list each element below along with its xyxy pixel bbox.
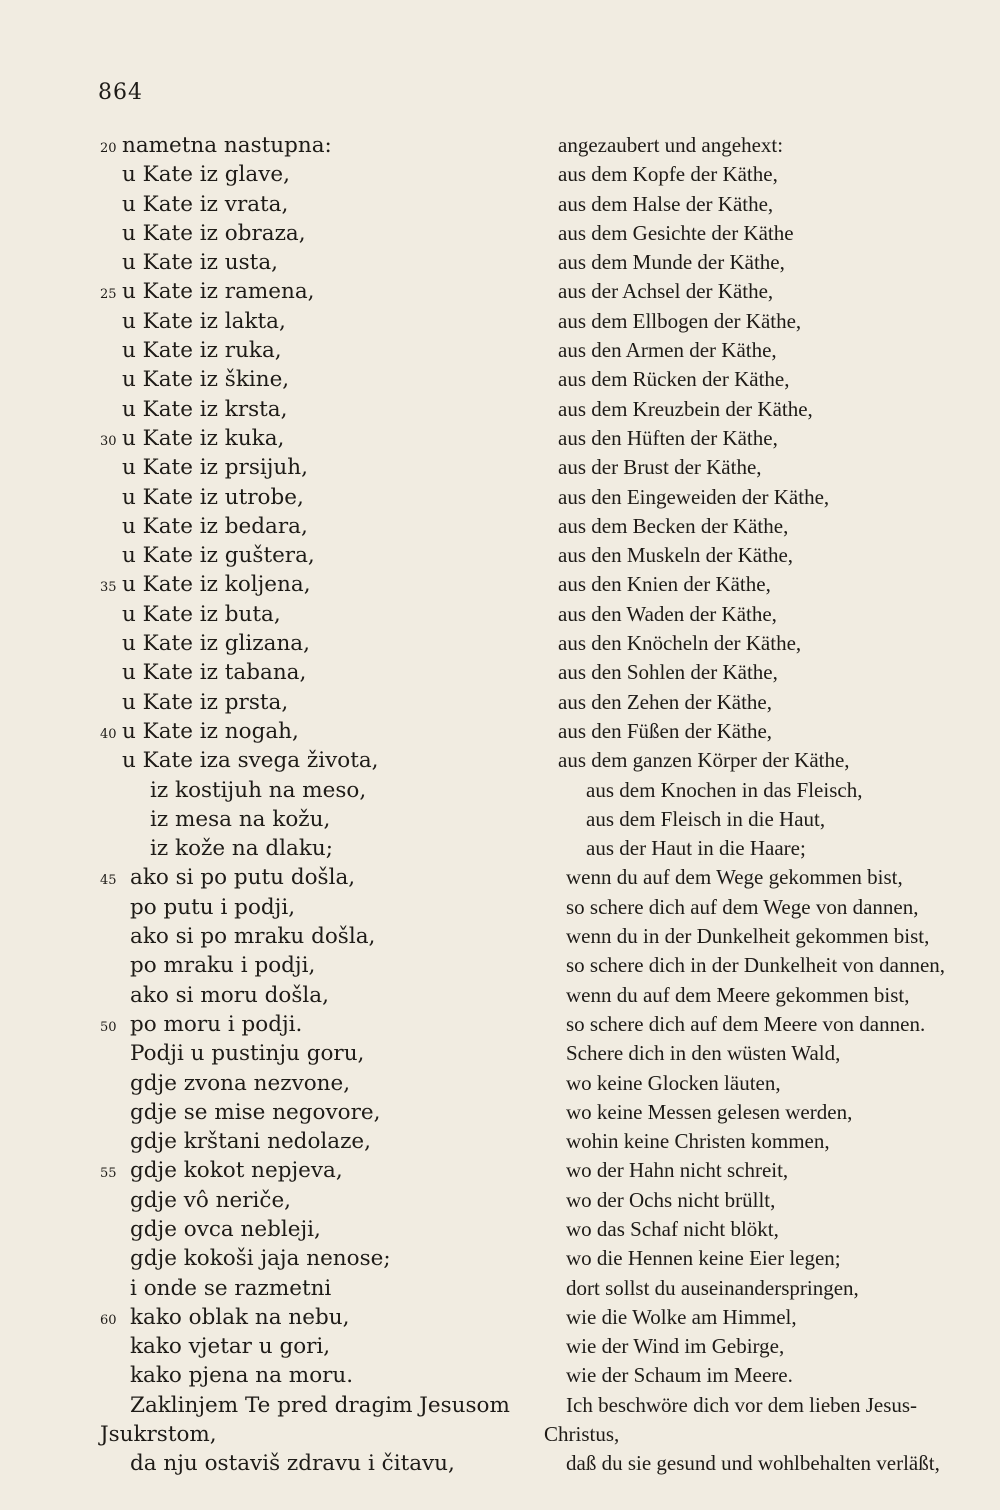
verse-line-right [540,512,980,541]
verse-line-left [100,131,540,160]
translation-text: aus den Eingeweiden der Käthe, [558,484,830,509]
verse-line-right [540,951,980,980]
verse-line-left [100,570,540,599]
verse-line-left [100,688,540,717]
translation-text: wenn du in der Dunkelheit gekommen bist, [566,924,930,949]
verse-line-right [540,160,980,189]
verse-text: po putu i podji, [130,894,296,920]
translation-text: aus dem ganzen Körper der Käthe, [558,748,850,773]
translation-text: aus dem Kreuzbein der Käthe, [558,396,813,421]
translation-text: so schere dich auf dem Wege von dannen, [566,894,919,919]
translation-text: aus der Achsel der Käthe, [558,279,774,304]
line-number: 55 [100,1166,117,1182]
left-column-croatian-text [100,131,540,1479]
translation-text: wo keine Glocken läuten, [566,1070,781,1095]
verse-line-left [100,600,540,629]
verse-text: u Kate iz buta, [122,601,281,627]
verse-line-left [100,1127,540,1156]
verse-text: ako si po putu došla, [130,865,356,891]
verse-line-right [540,658,980,687]
translation-text: wie der Wind im Gebirge, [566,1334,785,1359]
verse-line-right [540,1274,980,1303]
verse-line-right [540,190,980,219]
verse-line-right [540,1010,980,1039]
verse-line-right [540,336,980,365]
verse-text: ako si po mraku došla, [130,924,376,950]
verse-line-left [100,541,540,570]
verse-line-left [100,1332,540,1361]
verse-text: i onde se razmetni [130,1275,332,1301]
verse-line-right [540,922,980,951]
translation-text: wie die Wolke am Himmel, [566,1304,797,1329]
translation-text: aus den Hüften der Käthe, [558,425,778,450]
verse-line-left [100,483,540,512]
verse-line-right [540,1215,980,1244]
translation-text: aus dem Gesichte der Käthe [558,220,794,245]
verse-line-right [540,424,980,453]
translation-text: aus dem Knochen in das Fleisch, [586,777,863,802]
translation-text: wenn du auf dem Meere gekommen bist, [566,982,910,1007]
verse-line-right [540,776,980,805]
translation-text: aus den Waden der Käthe, [558,601,777,626]
verse-line-right [540,805,980,834]
verse-line-right [540,1391,980,1420]
verse-text: da nju ostaviš zdravu i čitavu, [130,1451,455,1477]
verse-text: po moru i podji. [130,1011,303,1037]
verse-text: gdje ovca nebleji, [130,1216,321,1242]
translation-text: aus den Armen der Käthe, [558,338,777,363]
verse-line-left [100,1391,540,1420]
verse-line-right [540,248,980,277]
verse-text: kako vjetar u gori, [130,1334,331,1360]
verse-text: kako oblak na nebu, [130,1304,350,1330]
verse-line-left [100,1303,540,1332]
verse-line-left [100,1156,540,1185]
verse-text: kako pjena na moru. [130,1363,354,1389]
verse-line-right [540,307,980,336]
translation-text: Schere dich in den wüsten Wald, [566,1041,841,1066]
verse-text: Zaklinjem Te pred dragim Jesusom [130,1392,510,1418]
line-number: 35 [100,580,117,596]
line-number: 25 [100,287,117,303]
verse-line-left [100,951,540,980]
verse-line-left [100,277,540,306]
verse-text: u Kate iz prsta, [122,689,289,715]
translation-text: aus dem Rücken der Käthe, [558,367,790,392]
translation-text: so schere dich auf dem Meere von dannen. [566,1011,926,1036]
verse-text: iz kože na dlaku; [150,836,333,862]
translation-text: wo das Schaf nicht blökt, [566,1216,779,1241]
verse-line-right [540,1156,980,1185]
verse-line-right [540,1098,980,1127]
verse-line-right [540,1449,980,1478]
translation-text: aus dem Becken der Käthe, [558,513,789,538]
verse-line-left [100,717,540,746]
translation-text: wo die Hennen keine Eier legen; [566,1246,841,1271]
translation-text: aus den Sohlen der Käthe, [558,660,778,685]
verse-text: u Kate iz kuka, [122,425,285,451]
translation-text: aus dem Kopfe der Käthe, [558,162,778,187]
verse-text: gdje zvona nezvone, [130,1070,351,1096]
verse-line-left [100,805,540,834]
verse-text: u Kate iz vrata, [122,191,289,217]
verse-line-left [100,336,540,365]
verse-text: u Kate iz guštera, [122,543,315,569]
line-number: 45 [100,873,117,889]
verse-text: Podji u pustinju goru, [130,1041,365,1067]
verse-text: u Kate iz obraza, [122,220,306,246]
verse-text: u Kate iz ruka, [122,338,282,364]
verse-text: ako si moru došla, [130,982,329,1008]
verse-text: u Kate iz usta, [122,250,278,276]
verse-line-left [100,658,540,687]
translation-text: aus den Knien der Käthe, [558,572,771,597]
verse-text: u Kate iz koljena, [122,572,311,598]
verse-line-left [100,834,540,863]
line-number: 30 [100,433,117,449]
verse-line-left [100,1361,540,1390]
translation-text: aus der Haut in die Haare; [586,836,806,861]
translation-text: wenn du auf dem Wege gekommen bist, [566,865,903,890]
verse-line-right [540,541,980,570]
verse-line-left [100,1244,540,1273]
verse-text: u Kate iz ramena, [122,279,315,305]
verse-text: u Kate iz utrobe, [122,484,304,510]
verse-text: gdje krštani nedolaze, [130,1129,371,1155]
translation-text: so schere dich in der Dunkelheit von dannen, [566,953,946,978]
verse-line-left [100,1010,540,1039]
verse-line-left [100,746,540,775]
verse-line-right [540,1332,980,1361]
verse-line-right [540,893,980,922]
translation-text: aus den Zehen der Käthe, [558,689,772,714]
verse-text: u Kate iz prsijuh, [122,455,308,481]
verse-line-left [100,629,540,658]
verse-line-right [540,717,980,746]
verse-line-right [540,395,980,424]
translation-text: aus den Muskeln der Käthe, [558,543,794,568]
verse-line-right [540,1303,980,1332]
verse-line-left [100,1069,540,1098]
verse-line-left [100,424,540,453]
verse-text: u Kate iza svega života, [122,748,379,774]
verse-line-left [100,365,540,394]
verse-line-right [540,131,980,160]
verse-line-right [540,1186,980,1215]
translation-text: aus dem Fleisch in die Haut, [586,806,826,831]
translation-text: dort sollst du auseinanderspringen, [566,1275,859,1300]
translation-text: aus dem Halse der Käthe, [558,191,774,216]
verse-line-left [100,1274,540,1303]
verse-line-left [100,776,540,805]
verse-text: gdje kokot nepjeva, [130,1158,343,1184]
verse-text: u Kate iz bedara, [122,513,308,539]
translation-text: aus den Knöcheln der Käthe, [558,631,802,656]
verse-text: u Kate iz nogah, [122,718,299,744]
line-number: 40 [100,726,117,742]
verse-line-right [540,981,980,1010]
verse-line-right [540,834,980,863]
verse-text: u Kate iz škine, [122,367,290,393]
verse-line-left [100,1420,540,1449]
verse-line-right [540,1361,980,1390]
verse-line-left [100,1098,540,1127]
translation-text: aus dem Munde der Käthe, [558,250,785,275]
verse-line-right [540,570,980,599]
verse-text: Jsukrstom, [100,1422,217,1448]
verse-text: nametna nastupna: [122,133,332,158]
verse-text: gdje vô neriče, [130,1187,291,1213]
verse-line-left [100,922,540,951]
verse-line-left [100,1449,540,1478]
translation-text: daß du sie gesund und wohlbehalten verläßt, [566,1451,940,1476]
verse-line-right [540,1069,980,1098]
verse-text: po mraku i podji, [130,953,316,979]
verse-text: u Kate iz lakta, [122,308,286,334]
verse-line-left [100,219,540,248]
verse-line-right [540,688,980,717]
verse-line-left [100,453,540,482]
verse-line-right [540,600,980,629]
verse-line-right [540,1127,980,1156]
verse-line-right [540,746,980,775]
verse-line-right [540,453,980,482]
verse-line-right [540,277,980,306]
right-column-german-translation [540,131,980,1479]
verse-line-left [100,248,540,277]
verse-line-left [100,1215,540,1244]
verse-line-right [540,629,980,658]
verse-line-left [100,190,540,219]
line-number: 20 [100,141,117,156]
translation-text: wo der Hahn nicht schreit, [566,1158,789,1183]
page-number: 864 [98,80,143,105]
verse-line-left [100,1186,540,1215]
translation-text: aus der Brust der Käthe, [558,455,762,480]
translation-text: aus dem Ellbogen der Käthe, [558,308,802,333]
verse-line-right [540,863,980,892]
verse-line-left [100,395,540,424]
verse-text: gdje se mise negovore, [130,1099,381,1125]
verse-line-left [100,893,540,922]
verse-line-left [100,307,540,336]
verse-text: gdje kokoši jaja nenose; [130,1246,391,1272]
verse-line-right [540,219,980,248]
translation-text: wohin keine Christen kommen, [566,1129,830,1154]
verse-line-right [540,483,980,512]
verse-line-left [100,160,540,189]
verse-text: iz kostijuh na meso, [150,777,367,803]
translation-text: angezaubert und angehext: [558,133,784,157]
translation-text: wo der Ochs nicht brüllt, [566,1187,776,1212]
translation-text: aus den Füßen der Käthe, [558,718,773,743]
line-number: 50 [100,1019,117,1035]
translation-text: Ich beschwöre dich vor dem lieben Jesus- [566,1392,918,1417]
verse-line-left [100,981,540,1010]
translation-text: wie der Schaum im Meere. [566,1363,793,1388]
translation-text: Christus, [544,1422,620,1447]
verse-text: u Kate iz tabana, [122,660,307,686]
verse-line-left [100,512,540,541]
verse-text: u Kate iz glizana, [122,631,310,657]
verse-text: u Kate iz krsta, [122,396,288,422]
translation-text: wo keine Messen gelesen werden, [566,1099,853,1124]
verse-line-right [540,1244,980,1273]
verse-line-left [100,863,540,892]
line-number: 60 [100,1312,117,1328]
verse-line-right [540,365,980,394]
verse-line-right [540,1420,980,1449]
verse-line-left [100,1039,540,1068]
verse-line-right [540,1039,980,1068]
verse-text: iz mesa na kožu, [150,806,331,832]
verse-text: u Kate iz glave, [122,162,290,188]
